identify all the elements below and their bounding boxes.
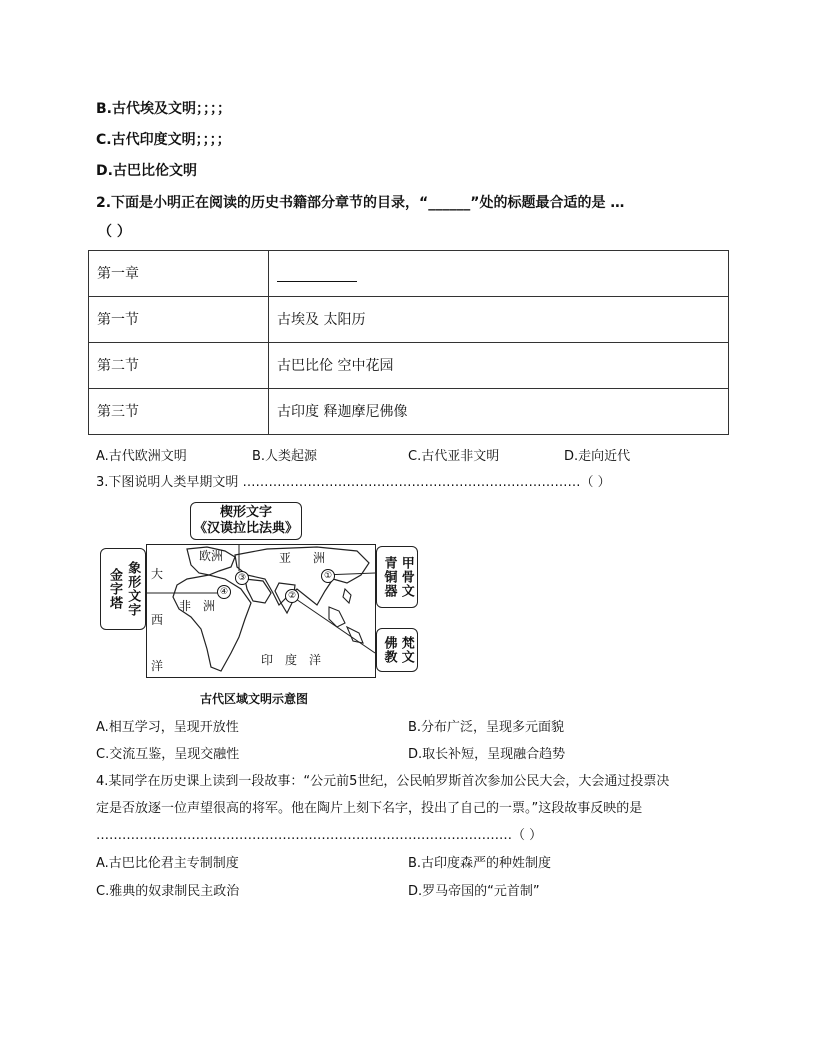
toc-section-cell: 第二节 bbox=[89, 343, 269, 389]
toc-title-cell: 古埃及 太阳历 bbox=[269, 297, 729, 343]
marker-2: ② bbox=[285, 589, 299, 603]
toc-title-cell: 古巴比伦 空中花园 bbox=[269, 343, 729, 389]
q4-option-c: C.雅典的奴隶制民主政治 bbox=[96, 884, 240, 899]
toc-chapter-cell: 第一章 bbox=[89, 251, 269, 297]
q3-option-b: B.分布广泛，呈现多元面貌 bbox=[408, 720, 565, 735]
egypt-box bbox=[100, 548, 146, 630]
q4-stem-line-1: 4.某同学在历史课上读到一段故事：“公元前5世纪，公民帕罗斯首次参加公民大会，大会通过投票决 bbox=[96, 774, 670, 789]
cuneiform-box bbox=[190, 502, 302, 540]
q1-option-b: B.古代埃及文明；；；； bbox=[96, 101, 231, 117]
table-row bbox=[89, 389, 729, 435]
table-row bbox=[89, 343, 729, 389]
buddhism-label: 佛教 bbox=[381, 636, 397, 664]
toc-blank-line bbox=[277, 263, 357, 282]
table-row bbox=[89, 297, 729, 343]
marker-4: ④ bbox=[217, 585, 231, 599]
q2-option-a: A.古代欧洲文明 bbox=[96, 449, 187, 464]
marker-1: ① bbox=[321, 569, 335, 583]
world-map bbox=[146, 544, 376, 678]
toc-title-cell: 古印度 释迦摩尼佛像 bbox=[269, 389, 729, 435]
india-box bbox=[376, 628, 418, 672]
q4-stem-line-2: 定是否放逐一位声望很高的将军。他在陶片上刻下名字，投出了自己的一票。”这段故事反映的是 bbox=[96, 801, 643, 816]
q2-option-c: C.古代亚非文明 bbox=[408, 449, 500, 464]
q4-option-b: B.古印度森严的种姓制度 bbox=[408, 856, 552, 871]
bronze-label: 青铜器 bbox=[381, 556, 397, 598]
q3-option-c: C.交流互鉴，呈现交融性 bbox=[96, 747, 240, 762]
q2-option-b: B.人类起源 bbox=[252, 449, 318, 464]
q4-option-a: A.古巴比伦君主专制制度 bbox=[96, 856, 239, 871]
q1-option-d: D.古巴比伦文明 bbox=[96, 163, 197, 179]
europe-label: 欧洲 bbox=[199, 549, 224, 563]
q2-toc-table bbox=[88, 250, 729, 435]
toc-blank-cell bbox=[269, 251, 729, 297]
sanskrit-label: 梵文 bbox=[398, 636, 414, 664]
q3-option-d: D.取长补短，呈现融合趋势 bbox=[408, 747, 566, 762]
q3-stem: 3.下图说明人类早期文明 ……………………………………………………………………（ ） bbox=[96, 475, 611, 490]
oracle-bone-label: 甲骨文 bbox=[398, 556, 414, 598]
asia-label-1: 亚 bbox=[279, 551, 292, 565]
q1-option-c: C.古代印度文明；；；； bbox=[96, 132, 231, 148]
africa-label: 非 洲 bbox=[179, 599, 216, 613]
atlantic-label-da: 大 bbox=[151, 567, 164, 581]
cuneiform-label: 楔形文字 bbox=[219, 505, 272, 520]
q2-stem: 2.下面是小明正在阅读的历史书籍部分章节的目录，“______”处的标题最合适的是 … bbox=[96, 195, 625, 211]
q3-option-a: A.相互学习，呈现开放性 bbox=[96, 720, 239, 735]
toc-section-cell: 第三节 bbox=[89, 389, 269, 435]
q2-option-d: D.走向近代 bbox=[564, 449, 631, 464]
hieroglyph-label: 象形文字 bbox=[125, 561, 141, 617]
table-row bbox=[89, 251, 729, 297]
hammurabi-label: 《汉谟拉比法典》 bbox=[193, 521, 298, 537]
pyramid-label: 金字塔 bbox=[107, 568, 122, 610]
china-box bbox=[376, 546, 418, 608]
q2-answer-paren: （ ） bbox=[98, 224, 131, 240]
q4-option-d: D.罗马帝国的“元首制” bbox=[408, 884, 540, 899]
q4-stem-line-3: ……………………………………………………………………………………（ ） bbox=[96, 828, 543, 843]
map-caption: 古代区域文明示意图 bbox=[200, 692, 309, 706]
toc-section-cell: 第一节 bbox=[89, 297, 269, 343]
marker-3: ③ bbox=[235, 571, 249, 585]
asia-label-2: 洲 bbox=[313, 551, 326, 565]
indian-ocean-label: 印 度 洋 bbox=[261, 653, 322, 667]
atlantic-label-yang: 洋 bbox=[151, 659, 164, 673]
atlantic-label-xi: 西 bbox=[151, 613, 164, 627]
